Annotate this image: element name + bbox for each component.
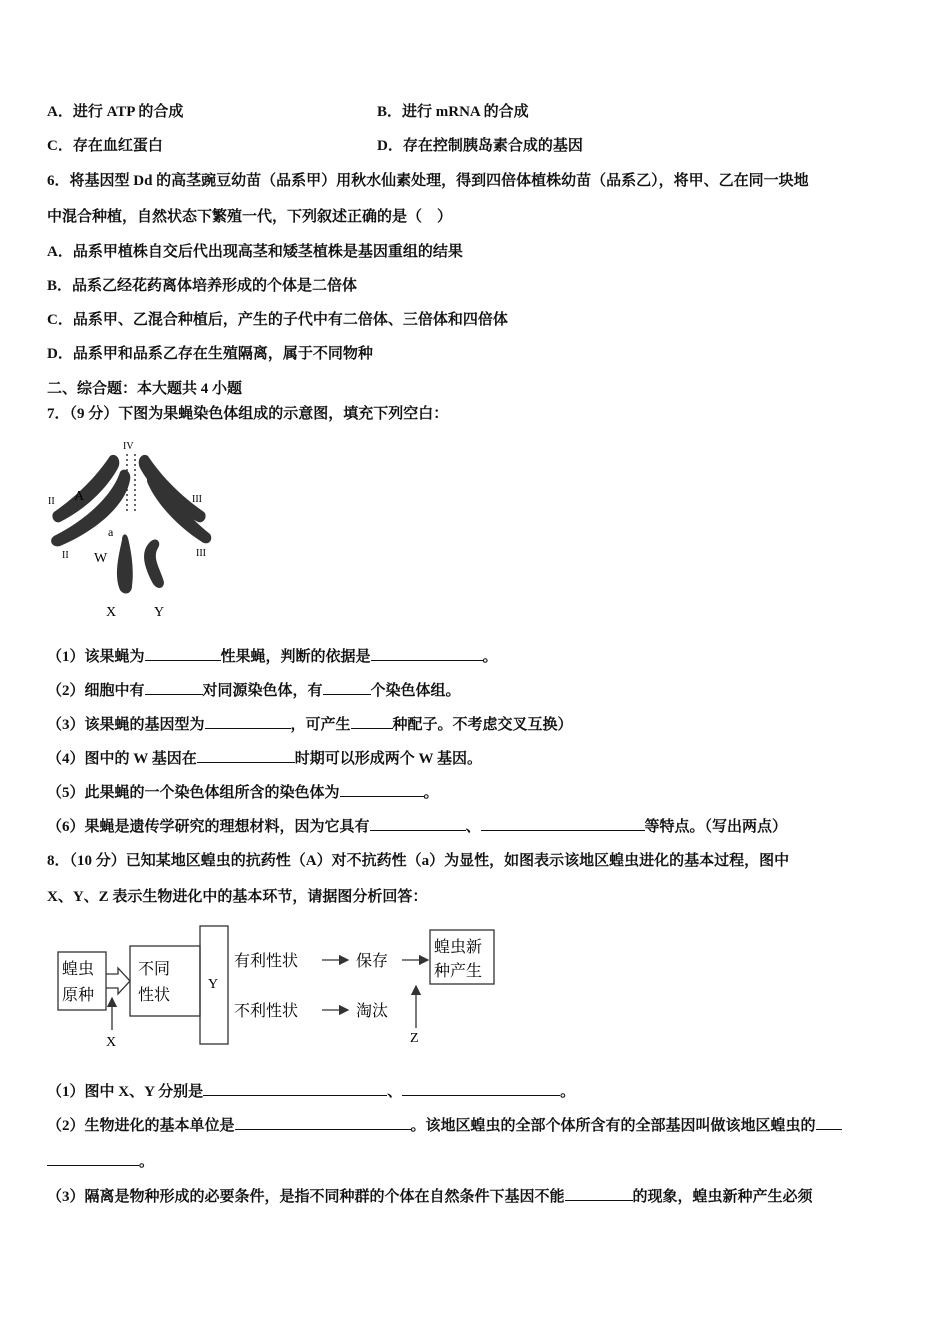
q8-stem-line1: 8．（10 分）已知某地区蝗虫的抗药性（A）对不抗药性（a）为显性，如图表示该地区蝗虫进化的基本过程，图中	[47, 853, 790, 869]
q7-blank-6[interactable]	[351, 714, 393, 729]
new-species-line2: 种产生	[434, 963, 483, 980]
new-species-line1: 蝗虫新	[434, 939, 483, 956]
q8-blank-5[interactable]	[565, 1186, 633, 1201]
box-different-traits	[130, 946, 200, 1016]
q8-part2	[47, 1115, 842, 1136]
q7-part1-text-c: 。	[482, 649, 498, 665]
hollow-arrow	[106, 968, 130, 994]
q7-blank-7[interactable]	[197, 748, 295, 763]
q6-option-d: D．品系甲和品系乙存在生殖隔离，属于不同物种	[47, 346, 373, 362]
q8-part1	[47, 1081, 575, 1102]
q7-part2-text-c: 个染色体组。	[370, 683, 461, 699]
q7-part6-text-a: （6）果蝇是遗传学研究的理想材料，因为它具有	[47, 819, 370, 835]
q6-stem-line2: 中混合种植，自然状态下繁殖一代，下列叙述正确的是（ ）	[47, 209, 453, 225]
q8-part2-text-b: 。该地区蝗虫的全部个体所含有的全部基因叫做该地区蝗虫的	[410, 1118, 816, 1134]
box2-line1: 不同	[138, 961, 171, 978]
q7-part6	[47, 816, 787, 837]
q8-blank-3[interactable]	[235, 1115, 411, 1130]
q7-blank-10[interactable]	[481, 816, 645, 831]
q7-part5-text-a: （5）此果蝇的一个染色体组所含的染色体为	[47, 785, 340, 801]
q8-part1-text-c: 。	[560, 1084, 576, 1100]
q6-option-a: A．品系甲植株自交后代出现高茎和矮茎植株是基因重组的结果	[47, 244, 463, 260]
unfavorable-label: 不利性状	[234, 1003, 299, 1020]
label-x: X	[106, 605, 117, 620]
q5-option-a: A．进行 ATP 的合成	[47, 104, 184, 120]
chromosome-y	[144, 540, 164, 588]
q8-blank-2[interactable]	[402, 1081, 560, 1096]
q7-part2-text-a: （2）细胞中有	[47, 683, 145, 699]
label-ii-upper: II	[48, 496, 55, 507]
section-heading: 二、综合题：本大题共 4 小题	[47, 381, 243, 397]
q8-stem-line2: X、Y、Z 表示生物进化中的基本环节，请据图分析回答：	[47, 889, 428, 905]
q8-part3-text-b: 的现象，蝗虫新种产生必须	[632, 1189, 813, 1205]
fruit-fly-chromosome-figure	[40, 434, 230, 624]
q8-part2-cont	[47, 1151, 154, 1172]
q7-part4	[47, 748, 482, 769]
gene-W-label: W	[94, 551, 108, 566]
q7-blank-8[interactable]	[340, 782, 424, 797]
q7-stem: 7．（9 分）下图为果蝇染色体组成的示意图，填充下列空白：	[47, 406, 449, 422]
label-iii-lower: III	[196, 548, 206, 559]
q8-part3-text-a: （3）隔离是物种形成的必要条件，是指不同种群的个体在自然条件下基因不能	[47, 1189, 565, 1205]
q5-option-b: B．进行 mRNA 的合成	[377, 104, 529, 120]
q8-blank-1[interactable]	[203, 1081, 387, 1096]
q7-part5	[47, 782, 439, 803]
q7-blank-4[interactable]	[323, 680, 371, 695]
q7-blank-5[interactable]	[205, 714, 291, 729]
q8-part2-text-a: （2）生物进化的基本单位是	[47, 1118, 235, 1134]
gene-A-label: A	[74, 489, 85, 504]
q7-part5-text-b: 。	[423, 785, 439, 801]
box1-line1: 蝗虫	[62, 961, 95, 978]
q7-part3-text-b: ，可产生	[290, 717, 351, 733]
q7-part2	[47, 680, 461, 701]
label-z: Z	[410, 1031, 419, 1046]
box2-line2: 性状	[138, 987, 171, 1004]
q8-blank-4a[interactable]	[816, 1115, 842, 1130]
label-iv: IV	[123, 441, 134, 452]
locust-evolution-diagram	[50, 922, 510, 1052]
q8-part1-text-a: （1）图中 X、Y 分别是	[47, 1084, 204, 1100]
label-ii-lower: II	[62, 550, 69, 561]
q7-part3-text-c: 种配子。不考虑交叉互换）	[392, 717, 573, 733]
box1-line2: 原种	[62, 987, 95, 1004]
q6-option-b: B．品系乙经花药离体培养形成的个体是二倍体	[47, 278, 358, 294]
q7-part2-text-b: 对同源染色体，有	[202, 683, 323, 699]
favorable-label: 有利性状	[234, 953, 299, 970]
q7-part6-text-b: 、	[465, 819, 481, 835]
label-y: Y	[154, 605, 165, 620]
eliminate-label: 淘汰	[356, 1003, 389, 1020]
q8-part3	[47, 1186, 813, 1207]
q8-blank-4b[interactable]	[47, 1151, 139, 1166]
q7-part1-text-b: 性果蝇，判断的依据是	[220, 649, 371, 665]
q7-part3-text-a: （3）该果蝇的基因型为	[47, 717, 205, 733]
q7-part3	[47, 714, 573, 735]
q8-part1-text-b: 、	[387, 1084, 403, 1100]
q7-blank-1[interactable]	[145, 646, 221, 661]
q7-part4-text-a: （4）图中的 W 基因在	[47, 751, 197, 767]
label-iii-upper: III	[192, 494, 202, 505]
q7-blank-2[interactable]	[371, 646, 483, 661]
q8-part2-text-c: 。	[139, 1154, 155, 1170]
chromosome-iii-lower	[147, 472, 211, 543]
q7-blank-3[interactable]	[145, 680, 203, 695]
preserve-label: 保存	[356, 953, 389, 970]
q6-option-c: C．品系甲、乙混合种植后，产生的子代中有二倍体、三倍体和四倍体	[47, 312, 508, 328]
q7-blank-9[interactable]	[370, 816, 466, 831]
label-x: X	[106, 1035, 117, 1050]
q7-part1-text-a: （1）该果蝇为	[47, 649, 145, 665]
chromosome-x	[117, 534, 133, 593]
box3-label: Y	[208, 977, 219, 992]
q7-part6-text-c: 等特点。（写出两点）	[644, 819, 788, 835]
q5-option-d: D．存在控制胰岛素合成的基因	[377, 138, 583, 154]
q7-part4-text-b: 时期可以形成两个 W 基因。	[294, 751, 482, 767]
q7-part1	[47, 646, 498, 667]
q6-stem-line1: 6．将基因型 Dd 的高茎豌豆幼苗（品系甲）用秋水仙素处理，得到四倍体植株幼苗（品系乙），将甲、乙在同一块地	[47, 173, 809, 189]
gene-a-label: a	[108, 525, 114, 539]
q5-option-c: C．存在血红蛋白	[47, 138, 163, 154]
